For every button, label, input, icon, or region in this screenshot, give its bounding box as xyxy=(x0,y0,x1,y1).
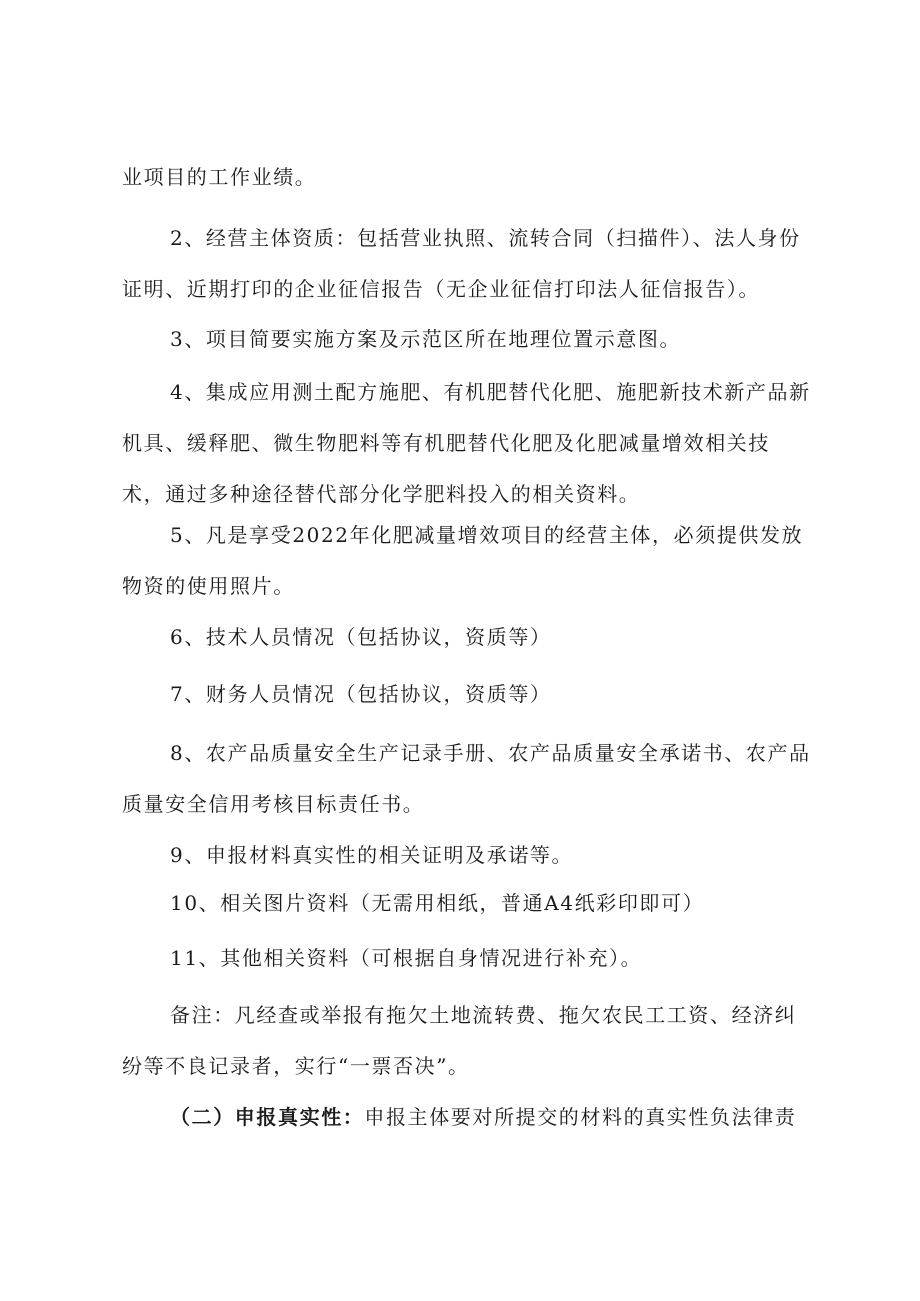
paragraph-continuation: 业项目的工作业绩。 xyxy=(122,165,317,189)
section-authenticity xyxy=(122,1092,812,1143)
paragraph-item-11: 11、其他相关资料（可根据自身情况进行补充）。 xyxy=(170,946,643,970)
paragraph-item-3: 3、项目简要实施方案及示范区所在地理位置示意图。 xyxy=(170,327,682,351)
paragraph-item-6: 6、技术人员情况（包括协议，资质等） xyxy=(170,625,552,649)
paragraph-item-5: 5、凡是享受2022年化肥减量增效项目的经营主体，必须提供发放物资的使用照片。 xyxy=(122,523,804,598)
paragraph-remark: 备注：凡经查或举报有拖欠土地流转费、拖欠农民工工资、经济纠纷等不良记录者，实行“一票否决”。 xyxy=(122,1003,797,1078)
paragraph-item-9: 9、申报材料真实性的相关证明及承诺等。 xyxy=(170,843,574,867)
paragraph-item-8: 8、农产品质量安全生产记录手册、农产品质量安全承诺书、农产品质量安全信用考核目标责任书。 xyxy=(122,741,811,816)
paragraph-item-2: 2、经营主体资质：包括营业执照、流转合同（扫描件）、法人身份证明、近期打印的企业征信报告（无企业征信打印法人征信报告）。 xyxy=(122,226,801,301)
section-text: 申报主体要对所提交的材料的真实性负法律责 xyxy=(364,1105,797,1129)
paragraph-item-7: 7、财务人员情况（包括协议，资质等） xyxy=(170,682,552,706)
paragraph-item-10: 10、相关图片资料（无需用相纸，普通A4纸彩印即可） xyxy=(170,891,705,915)
section-heading: （二）申报真实性： xyxy=(170,1105,365,1129)
paragraph-item-4: 4、集成应用测土配方施肥、有机肥替代化肥、施肥新技术新产品新机具、缓释肥、微生物肥料等有机肥替代化肥及化肥减量增效相关技术，通过多种途径替代部分化学肥料投入的相关资料。 xyxy=(122,380,811,506)
